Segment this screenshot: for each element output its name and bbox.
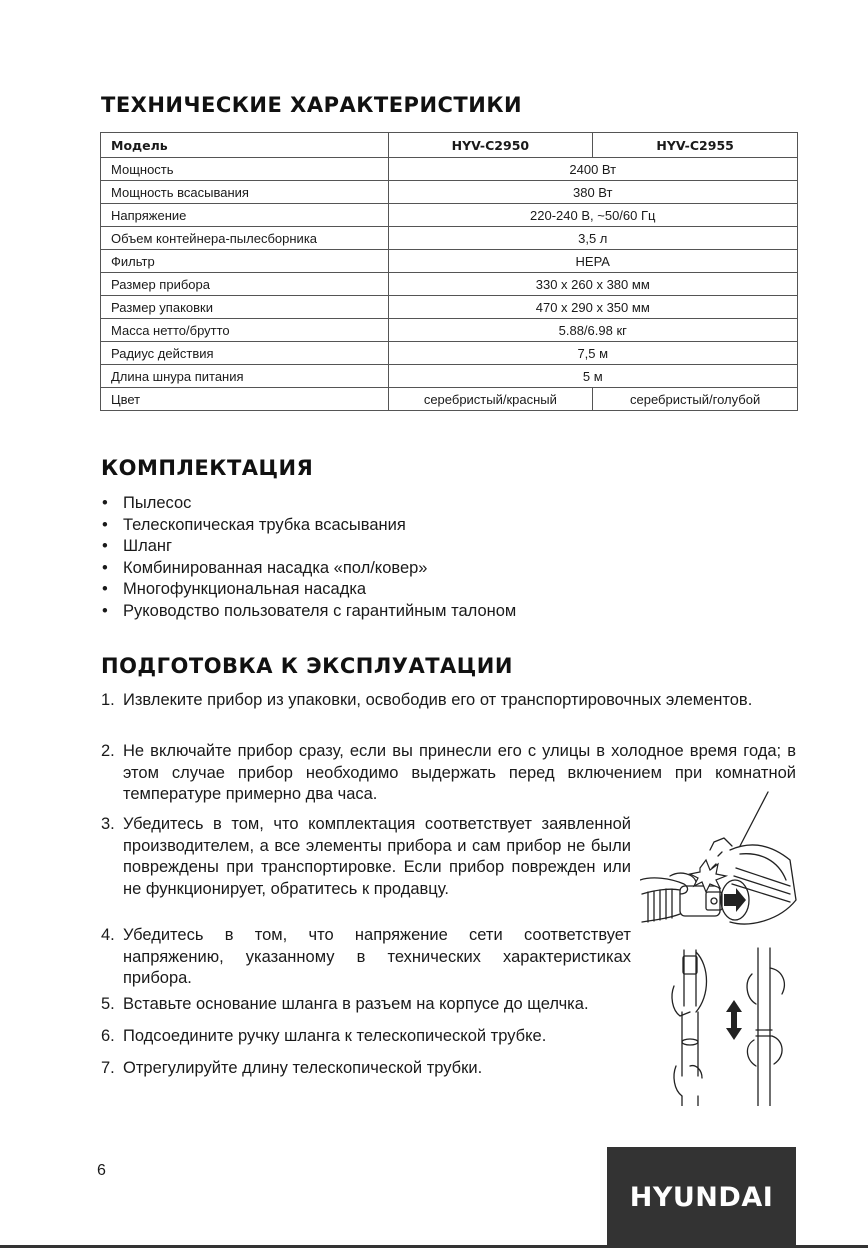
table-row [101,273,798,296]
step-item [101,925,631,990]
step-text: Убедитесь в том, что комплектация соответствует заявленной производителем, а все элементы прибора и сам прибор не были повреждены при транспортировке. Если прибор поврежден или не функционирует, обратитесь к продавцу. [123,815,631,898]
table-row [101,342,798,365]
telescopic-tube-illustration [670,946,798,1106]
spec-value-model-a: серебристый/красный [388,388,593,411]
page-number: 6 [97,1162,106,1179]
spec-table [100,132,798,411]
step-number: 1. [101,691,115,709]
spec-value: 7,5 м [388,342,797,365]
spec-value: HEPA [388,250,797,273]
spec-value: 2400 Вт [388,158,797,181]
spec-value: 3,5 л [388,227,797,250]
spec-header-row [101,133,798,158]
spec-value-model-b: серебристый/голубой [593,388,798,411]
list-item: • Шланг [101,536,516,558]
table-row [101,158,798,181]
spec-label: Цвет [101,388,389,411]
step-text: Вставьте основание шланга в разъем на корпусе до щелчка. [123,995,589,1013]
step-item [101,690,796,712]
spec-label: Объем контейнера-пылесборника [101,227,389,250]
list-item: • Комбинированная насадка «пол/ковер» [101,558,516,580]
step-number: 2. [101,742,115,760]
spec-label: Радиус действия [101,342,389,365]
step-number: 7. [101,1059,115,1077]
table-row [101,319,798,342]
table-row [101,296,798,319]
step-item [101,814,631,900]
spec-label: Масса нетто/брутто [101,319,389,342]
spec-label: Напряжение [101,204,389,227]
spec-value: 5 м [388,365,797,388]
spec-label: Размер прибора [101,273,389,296]
table-row [101,181,798,204]
step-number: 3. [101,815,115,833]
spec-label: Размер упаковки [101,296,389,319]
step-number: 5. [101,995,115,1013]
list-item: • Пылесос [101,493,516,515]
table-row [101,204,798,227]
spec-value: 470 х 290 х 350 мм [388,296,797,319]
package-title: КОМПЛЕКТАЦИЯ [101,456,314,480]
spec-label: Длина шнура питания [101,365,389,388]
package-list [101,493,516,623]
brand-logo: HYUNDAI [607,1147,796,1248]
step-text: Убедитесь в том, что напряжение сети соответствует напряжению, указанному в технических характеристиках прибора. [123,926,631,987]
step-text: Подсоедините ручку шланга к телескопической трубке. [123,1027,547,1045]
spec-value: 5.88/6.98 кг [388,319,797,342]
list-item: • Телескопическая трубка всасывания [101,515,516,537]
hose-connection-illustration [640,790,798,932]
step-item [101,994,631,1016]
step-item [101,1058,631,1080]
step-item [101,1026,631,1048]
step-text: Не включайте прибор сразу, если вы принесли его с улицы в холодное время года; в этом случае прибор необходимо выдержать перед включением при комнатной температуре примерно два часа. [123,742,796,803]
spec-label: Мощность всасывания [101,181,389,204]
list-item: • Руководство пользователя с гарантийным талоном [101,601,516,623]
table-row [101,388,798,411]
step-text: Отрегулируйте длину телескопической трубки. [123,1059,483,1077]
spec-value: 330 х 260 х 380 мм [388,273,797,296]
specs-title: ТЕХНИЧЕСКИЕ ХАРАКТЕРИСТИКИ [101,93,523,117]
prep-title: ПОДГОТОВКА К ЭКСПЛУАТАЦИИ [101,654,513,678]
spec-value: 380 Вт [388,181,797,204]
spec-header-model-b: HYV-C2955 [593,133,798,158]
step-number: 4. [101,926,115,944]
spec-header-label: Модель [101,133,389,158]
spec-label: Мощность [101,158,389,181]
list-item: • Многофункциональная насадка [101,579,516,601]
spec-label: Фильтр [101,250,389,273]
table-row [101,250,798,273]
table-row [101,227,798,250]
spec-header-model-a: HYV-C2950 [388,133,593,158]
spec-value: 220-240 В, ~50/60 Гц [388,204,797,227]
step-number: 6. [101,1027,115,1045]
step-text: Извлеките прибор из упаковки, освободив его от транспортировочных элементов. [123,691,753,709]
table-row [101,365,798,388]
